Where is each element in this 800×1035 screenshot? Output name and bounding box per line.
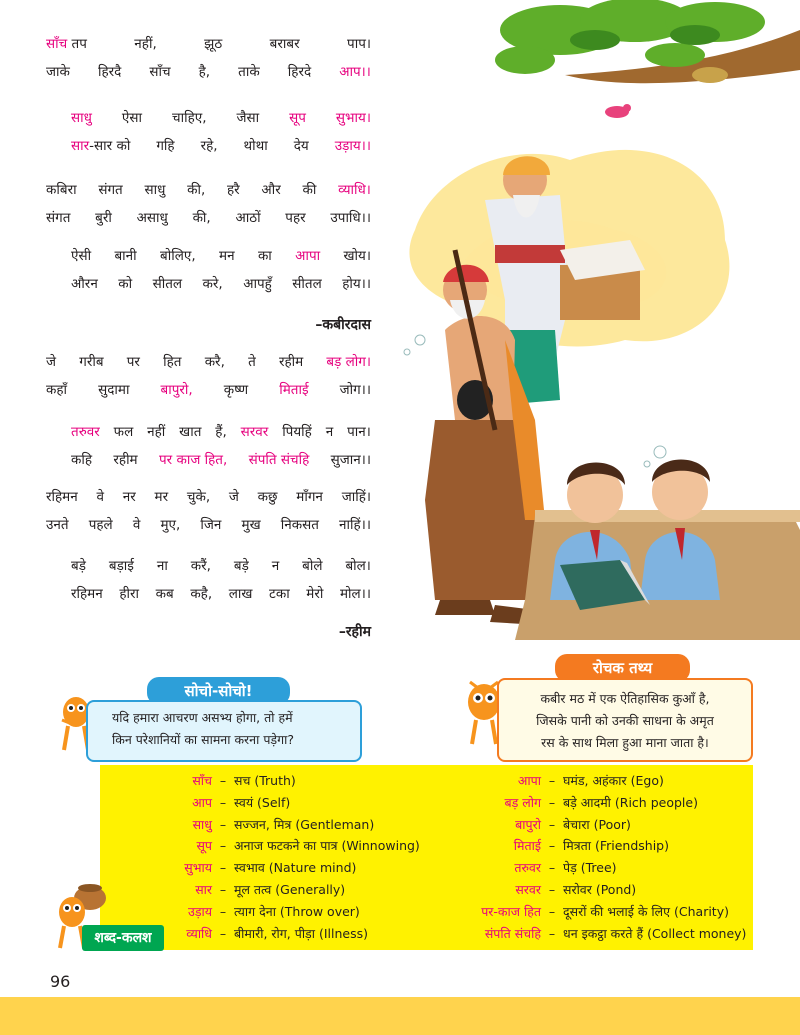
glossary-row: सार – मूल तत्व (Generally)	[195, 881, 346, 897]
think-text-line: किन परेशानियों का सामना करना पड़ेगा?	[112, 732, 295, 747]
rahim-poem-3	[46, 483, 371, 539]
facts-text-line: जिसके पानी को उनकी साधना के अमृत	[536, 713, 714, 728]
glossary-row: व्याधि – बीमारी, रोग, पीड़ा (Illness)	[186, 925, 368, 941]
kabir-author: –कबीरदास	[315, 317, 371, 333]
think-box	[86, 700, 362, 762]
poem-line: ऐसी बानी बोलिए, मन का आपा खोय।	[71, 248, 371, 264]
glossary-row: बड़ लोग – बड़े आदमी (Rich people)	[504, 794, 698, 810]
kabir-poem	[46, 30, 371, 86]
kabir-poem-3	[46, 176, 371, 232]
poem-line: सार-सार को गहि रहे, थोथा देय उड़ाय।।	[71, 138, 371, 154]
glossary-right-column	[435, 770, 746, 944]
poem-line: जे गरीब पर हित करै, ते रहीम बड़ लोग।	[46, 354, 371, 370]
poem-line: जाके हिरदै साँच है, ताके हिरदे आप।।	[46, 64, 371, 80]
kabir-poem-4	[46, 242, 371, 298]
footer-band	[0, 997, 800, 1035]
glossary-row: तरुवर – पेड़ (Tree)	[514, 860, 617, 876]
poem-line: साधु ऐसा चाहिए, जैसा सूप सुभाय।	[71, 110, 371, 126]
glossary-row: साँच – सच (Truth)	[192, 773, 296, 788]
facts-box	[497, 678, 753, 762]
poem-line: उनते पहले वे मुए, जिन मुख निकसत नाहिं।।	[46, 517, 371, 533]
glossary-row: आपा – घमंड, अहंकार (Ego)	[517, 773, 664, 788]
nest	[692, 67, 728, 83]
glossary-label: शब्द-कलश	[82, 925, 164, 951]
page-number: 96	[50, 972, 71, 991]
bird	[605, 104, 631, 118]
glossary-row: सुभाय – स्वभाव (Nature mind)	[184, 860, 357, 876]
poem-line: संगत बुरी असाधु की, आठों पहर उपाधि।।	[46, 210, 371, 226]
poem-line: साँच तप नहीं, झूठ बराबर पाप।	[46, 36, 371, 52]
glossary-panel	[100, 765, 753, 950]
think-text-line: यदि हमारा आचरण असभ्य होगा, तो हमें	[112, 710, 293, 725]
glossary-row: सूप – अनाज फटकने का पात्र (Winnowing)	[196, 838, 420, 854]
facts-text-line: कबीर मठ में एक ऐतिहासिक कुआँ है,	[540, 691, 710, 706]
think-title: सोचो-सोचो!	[147, 677, 290, 705]
glossary-row: उड़ाय – त्याग देना (Throw over)	[187, 903, 360, 919]
kabir-rahim-illustration	[395, 0, 800, 645]
glossary-row: सरवर – सरोवर (Pond)	[515, 881, 637, 897]
highlight-word: साँच	[46, 36, 68, 52]
rahim-poem-4	[46, 552, 371, 608]
glossary-row: बापुरो – बेचारा (Poor)	[515, 816, 631, 832]
poem-line: बड़े बड़ाई ना करैं, बड़े न बोले बोल।	[71, 558, 371, 574]
rahim-poem	[46, 348, 371, 404]
poem-line: औरन को सीतल करे, आपहुँ सीतल होय।।	[71, 276, 371, 292]
poem-line: कहाँ सुदामा बापुरो, कृष्ण मिताई जोग।।	[46, 382, 371, 398]
glossary-row: पर-काज हित – दूसरों की भलाई के लिए (Charity)	[481, 903, 729, 919]
glossary-row: मिताई – मित्रता (Friendship)	[513, 838, 669, 854]
facts-text-line: रस के साथ मिला हुआ माना जाता है।	[541, 735, 709, 750]
glossary-row: आप – स्वयं (Self)	[192, 794, 291, 810]
facts-title: रोचक तथ्य	[555, 654, 690, 682]
rahim-poem-2	[46, 418, 371, 474]
kabir-poem-2	[46, 104, 371, 160]
glossary-left-column	[100, 770, 420, 944]
poem-line: तरुवर फल नहीं खात हैं, सरवर पियहिं न पान।	[71, 424, 371, 440]
poem-line: कहि रहीम पर काज हित, संपति संचहि सुजान।।	[71, 452, 371, 468]
poem-line: रहिमन हीरा कब कहै, लाख टका मेरो मोल।।	[71, 586, 371, 602]
glossary-row: साधु – सज्जन, मित्र (Gentleman)	[192, 816, 375, 832]
glossary-row: संपति संचहि – धन इकट्ठा करते हैं (Collect money)	[484, 925, 747, 941]
rahim-author: –रहीम	[338, 624, 371, 640]
poem-line: रहिमन वे नर मर चुके, जे कछु माँगन जाहिं।	[46, 489, 371, 505]
poem-line: कबिरा संगत साधु की, हरै और की व्याधि।	[46, 182, 371, 198]
